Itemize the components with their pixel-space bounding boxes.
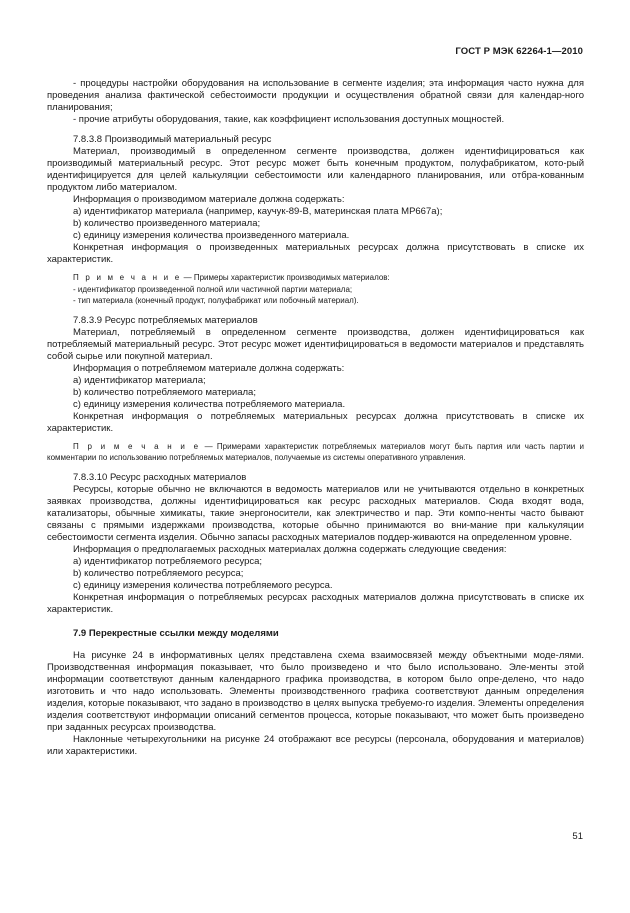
paragraph: Наклонные четырехугольники на рисунке 24 отображают все ресурсы (персонала, оборудования и материалов) или характеристики. — [47, 733, 584, 757]
list-item: a) идентификатор материала; — [73, 374, 206, 386]
document-code: ГОСТ Р МЭК 62264-1—2010 — [455, 46, 583, 57]
page-content — [47, 78, 584, 758]
list-item: a) идентификатор потребляемого ресурса; — [73, 555, 263, 567]
paragraph: Конкретная информация о потребляемых материальных ресурсах должна присутствовать в списке их характеристик. — [47, 410, 584, 434]
list-item: c) единицу измерения количества потребляемого ресурса. — [73, 579, 333, 591]
list-item: b) количество произведенного материала; — [73, 218, 261, 229]
list-item: b) количество потребляемого ресурса; — [73, 567, 244, 579]
page-number: 51 — [572, 831, 583, 842]
list-intro: Информация о потребляемом материале должна содержать: — [73, 362, 345, 374]
list-intro: Информация о предполагаемых расходных материалах должна содержать следующие сведения: — [73, 543, 507, 555]
note-item: - тип материала (конечный продукт, полуфабрикат или побочный материал). — [73, 296, 359, 305]
note-text: — Примерами характеристик потребляемых материалов могут быть партия или часть партии и комментарии по использованию потребляемых материалов, получаемые из системы оперативного управления. — [47, 441, 585, 462]
note — [47, 441, 584, 464]
note — [47, 272, 584, 284]
paragraph: Конкретная информация о произведенных материальных ресурсах должна присутствовать в списке их характеристик. — [47, 242, 584, 265]
intro-item-tuning: - процедуры настройки оборудования на использование в сегменте изделия; эта информация часто нужна для проведения анализа фактической себестоимости продукции и осуществления обратной связи для календар-ного планирования; — [47, 78, 584, 113]
section-title-78310: 7.8.3.10 Ресурс расходных материалов — [73, 471, 247, 483]
paragraph: Конкретная информация о потребляемых ресурсах расходных материалов должна присутствовать в списке их характеристик. — [47, 591, 584, 615]
list-item: b) количество потребляемого материала; — [73, 386, 256, 398]
list-item: c) единицу измерения количества потребляемого материала. — [73, 398, 346, 410]
section-heading-79: 7.9 Перекрестные ссылки между моделями — [73, 627, 279, 639]
note-label: П р и м е ч а н и е — [73, 441, 201, 451]
list-item: a) идентификатор материала (например, каучук-89-В, материнская плата МР667а); — [73, 206, 443, 217]
intro-item-other: - прочие атрибуты оборудования, такие, как коэффициент использования доступных мощностей. — [73, 114, 505, 125]
paragraph: Ресурсы, которые обычно не включаются в ведомость материалов или не учитываются отдельно в конкретных заявках производства, должны идентифицироваться как ресурс расходных материалов. Сюда входят вода, катализаторы, обычные химикаты, такие энергоносители, как электричество и пар. Эти компо-ненты часто бывают связаны с прямыми издержками производства, которые обычно принимаются во вни-мание при калькуляции себестоимости сегмента изделия. Обычно запасы расходных материалов поддер-живаются на определенном уровне. — [47, 483, 584, 543]
list-item: c) единицу измерения количества произведенного материала. — [73, 230, 350, 241]
note-item: - идентификатор произведенной полной или частичной партии материала; — [73, 284, 353, 294]
section-title-7839: 7.8.3.9 Ресурс потребляемых материалов — [73, 314, 258, 326]
list-intro: Информация о производимом материале должна содержать: — [73, 194, 345, 205]
paragraph: Материал, производимый в определенном сегменте производства, должен идентифицироваться как производимый материальный ресурс. Этот ресурс может быть конечным продуктом, полуфабрикатом, кото-рый идентифицируется для целей калькуляции себестоимости или календарного планирования, или отбра-кованным продуктом либо материалом. — [47, 146, 584, 193]
section-title-7838: 7.8.3.8 Производимый материальный ресурс — [73, 134, 272, 145]
paragraph: Материал, потребляемый в определенном сегменте производства, должен идентифицироваться как потребляемый материальный ресурс. Этот ресурс может идентифицироваться в ведомости материалов и представлять собой сырье или покупной материал. — [47, 326, 584, 362]
paragraph: На рисунке 24 в информативных целях представлена схема взаимосвязей между объектными моде-лями. Производственная информация показывает, что было произведено и что было использовано. Эле-менты этой информации соответствуют данным календарного графика производства, в котором было опре-делено, что надо изготовить и что надо использовать. Элементы производственного графика соответствуют данным определения изделия, которые показывают, что задано в производство в целях выпуска требуемо-го изделия. Элементы определения изделия соответствуют информации описаний сегментов процесса, которые показывают, что может быть произведено при заданных ресурсах производства. — [47, 649, 584, 733]
note-text: — Примеры характеристик производимых материалов: — [181, 273, 390, 282]
note-label: П р и м е ч а н и е — [73, 273, 182, 282]
